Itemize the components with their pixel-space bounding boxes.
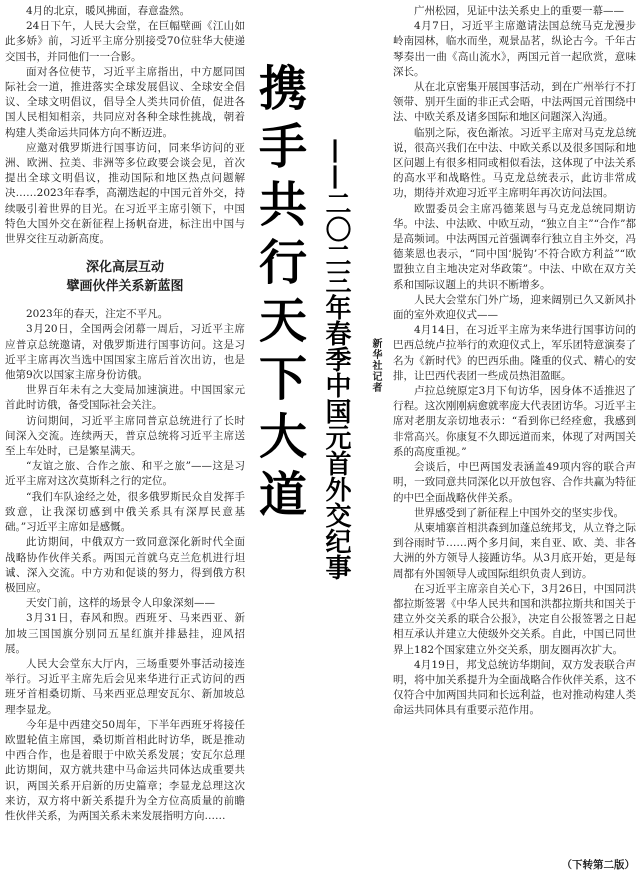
body-paragraph: 3月31日，春风和煦。西班牙、马来西亚、新加坡三国国旗分别同五星红旗并排悬挂，迎风招展。: [5, 612, 245, 655]
body-paragraph: 访问期间，习近平主席同普京总统进行了长时间深入交流。连续两天，普京总统将习近平主席送至上车处时，已是繁星满天。: [5, 414, 245, 458]
body-paragraph: 4月的北京，暖风拂面，春意盎然。: [26, 5, 191, 17]
body-paragraph: 3月20日，全国两会闭幕一周后，习近平主席应普京总统邀请，对俄罗斯进行国事访问。这是习近平主席再次当选中国国家主席后首次出访，也是他第9次以国家主席身份访俄。: [5, 323, 245, 382]
headline-char: 道: [258, 467, 307, 523]
headline-char: 大: [258, 409, 307, 465]
section-subheading: [5, 258, 245, 296]
subtitle: ——二〇二三年春季中国元首外交纪事: [321, 138, 351, 580]
body-paragraph: “友谊之旅、合作之旅、和平之旅”——这是习近平主席对这次莫斯科之行的定位。: [5, 460, 245, 488]
headline-char: 手: [258, 119, 307, 175]
body-paragraph: 2023年的春天，注定不平凡。: [26, 308, 169, 321]
headline-char: 下: [258, 351, 307, 407]
headline-char: 行: [258, 235, 307, 291]
body-paragraph: 4月19日，邦戈总统访华期间，双方发表联合声明，将中加关系提升为全面战略合作伙伴关系，这不仅符合中加两国共同和长远利益，也对推动构建人类命运共同体具有重要示范作用。: [393, 658, 636, 717]
body-paragraph: 4月14日，在习近平主席为来华进行国事访问的巴西总统卢拉举行的欢迎仪式上，军乐团特意演奏了名为《新时代》的巴西乐曲。隆重的仪式、精心的安排，让巴西代表团一些成员热泪盈眶。: [393, 324, 636, 382]
body-paragraph: 卢拉总统原定3月下旬访华，因身体不适推迟了行程。这次刚刚病愈就率庞大代表团访华。习近平主席对老朋友亲切地表示：“看到你已经痊愈，我感到非常高兴。你康复不久即远道而来，体现了对两国关系的高度重视。”: [393, 385, 636, 458]
right-text-column: [393, 4, 636, 719]
body-paragraph: 人民大会堂东门外广场，迎来阔别已久又新风扑面的室外欢迎仪式——: [393, 293, 636, 322]
left-text-column: [5, 4, 245, 824]
body-paragraph: 临别之际，夜色渐浓。习近平主席对马克龙总统说，很高兴我们在中法、中欧关系以及很多国际和地区问题上有很多相同或相似看法，这体现了中法关系的高水平和战略性。马克龙总统表示，此访非常成功，期待并欢迎习近平主席明年再次访问法国。: [393, 126, 636, 200]
headline-char: 天: [258, 293, 307, 349]
body-paragraph: 此访期间，中俄双方一致同意深化新时代全面战略协作伙伴关系。两国元首就乌克兰危机进行坦诚、深入交流。中方劝和促谈的努力，得到俄方积极回应。: [5, 536, 245, 594]
headline-char: 共: [258, 177, 307, 233]
body-paragraph: 面对各位使节，习近平主席指出，中方愿同国际社会一道，推进落实全球发展倡议、全球安全倡议、全球文明倡议，倡导全人类共同价值，促进各国人民相知相亲，共同应对各种全球性挑战，朝着构建人类命运共同体方向不断迈进。: [5, 65, 245, 139]
body-paragraph: 人民大会堂东大厅内，三场重要外事活动接连举行。习近平主席先后会见来华进行正式访问的西班牙首相桑切斯、马来西亚总理安瓦尔、新加坡总理李显龙。: [5, 657, 245, 716]
body-paragraph: 会谈后，中巴两国发表涵盖49项内容的联合声明，一致同意共同深化以开放包容、合作共赢为特征的中巴全面战略伙伴关系。: [393, 461, 636, 504]
body-paragraph: 应邀对俄罗斯进行国事访问，同来华访问的亚洲、欧洲、拉美、非洲等多位政要会谈会见，首次提出全球文明倡议，推动国际和地区热点问题解决……2023年春季，高潮迭起的中国元首外交，持续吸引着世界的目光。在习近平主席引领下，中国特色大国外交在新征程上扬帆奋进，标注出中国与世界交往互动新高度。: [5, 141, 245, 246]
body-paragraph: 广州松园，见证中法关系史上的重要一幕——: [414, 5, 624, 17]
body-paragraph: 今年是中西建交50周年，下半年西班牙将接任欧盟轮值主席国，桑切斯首相此时访华，既是推动中西合作，也是着眼于中欧关系发展；安瓦尔总理此访期间，双方就共建中马命运共同体达成重要共识，两国关系开启新的历史篇章；李显龙总理这次来访，双方将中新关系提升为全方位高质量的前瞻性伙伴关系，为两国关系未来发展指明方向……: [5, 718, 245, 822]
body-paragraph: 天安门前，这样的场景令人印象深刻——: [26, 597, 215, 610]
body-paragraph: 4月7日，习近平主席邀请法国总统马克龙漫步岭南园林，临水而坐，观景品茗，纵论古今。千年古琴奏出一曲《高山流水》，两国元首一起欣赏，意味深长。: [393, 20, 636, 78]
headline: [252, 60, 314, 524]
body-paragraph: 世界感受到了新征程上中国外交的坚实步伐。: [414, 506, 624, 519]
byline: 新华社记者: [370, 338, 381, 393]
body-paragraph: 世界百年未有之大变局加速演进。中国国家元首此时访俄，备受国际社会关注。: [5, 384, 245, 412]
continued-note: （下转第二版）: [561, 859, 635, 871]
body-paragraph: 欧盟委员会主席冯德莱恩与马克龙总统同期访华。中法、中法欧、中欧互动，“独立自主”“合作”都是高频词。中法两国元首强调奉行独立自主外交，冯德莱恩也表示，“同中国‘脱钩’不符合欧方利益”“欧盟独立自主地决定对华政策”。中法、中欧在双方关系和国际议题上的共识不断增多。: [393, 202, 636, 291]
body-paragraph: 在习近平主席亲自关心下，3月26日，中国同洪都拉斯签署《中华人民共和国和洪都拉斯共和国关于建立外交关系的联合公报》，决定自公报签署之日起相互承认并建立大使级外交关系。自此，中国已同世界上182个国家建立外交关系，朋友圈再次扩大。: [393, 582, 636, 656]
body-paragraph: “我们车队途经之处，很多俄罗斯民众自发挥手致意，让我深切感到中俄关系具有深厚民意基础。”习近平主席如是感慨。: [5, 490, 245, 534]
left-body-paragraphs: [5, 307, 245, 824]
left-intro-paragraphs: [5, 4, 245, 247]
body-paragraph: 从柬埔寨首相洪森到加蓬总统邦戈，从立脊之际到谷雨时节……两个多月间，来自亚、欧、美、非各大洲的外方领导人接踵访华。从3月底开始，更是每周都有外国领导人或国际组织负责人到访。: [393, 521, 636, 580]
body-paragraph: 从在北京密集开展国事活动，到在广州举行不打领带、别开生面的非正式会晤，中法两国元首围绕中法、中欧关系及诸多国际和地区问题深入沟通。: [393, 81, 636, 124]
subheading-line-1: 深化高层互动: [85, 260, 164, 276]
subheading-line-2: 擘画伙伴关系新蓝图: [66, 279, 184, 295]
body-paragraph: 24日下午，人民大会堂，在巨幅壁画《江山如此多娇》前，习近平主席分别接受70位驻华大使递交国书，并同他们一一合影。: [5, 20, 245, 63]
headline-char: 携: [258, 61, 307, 117]
